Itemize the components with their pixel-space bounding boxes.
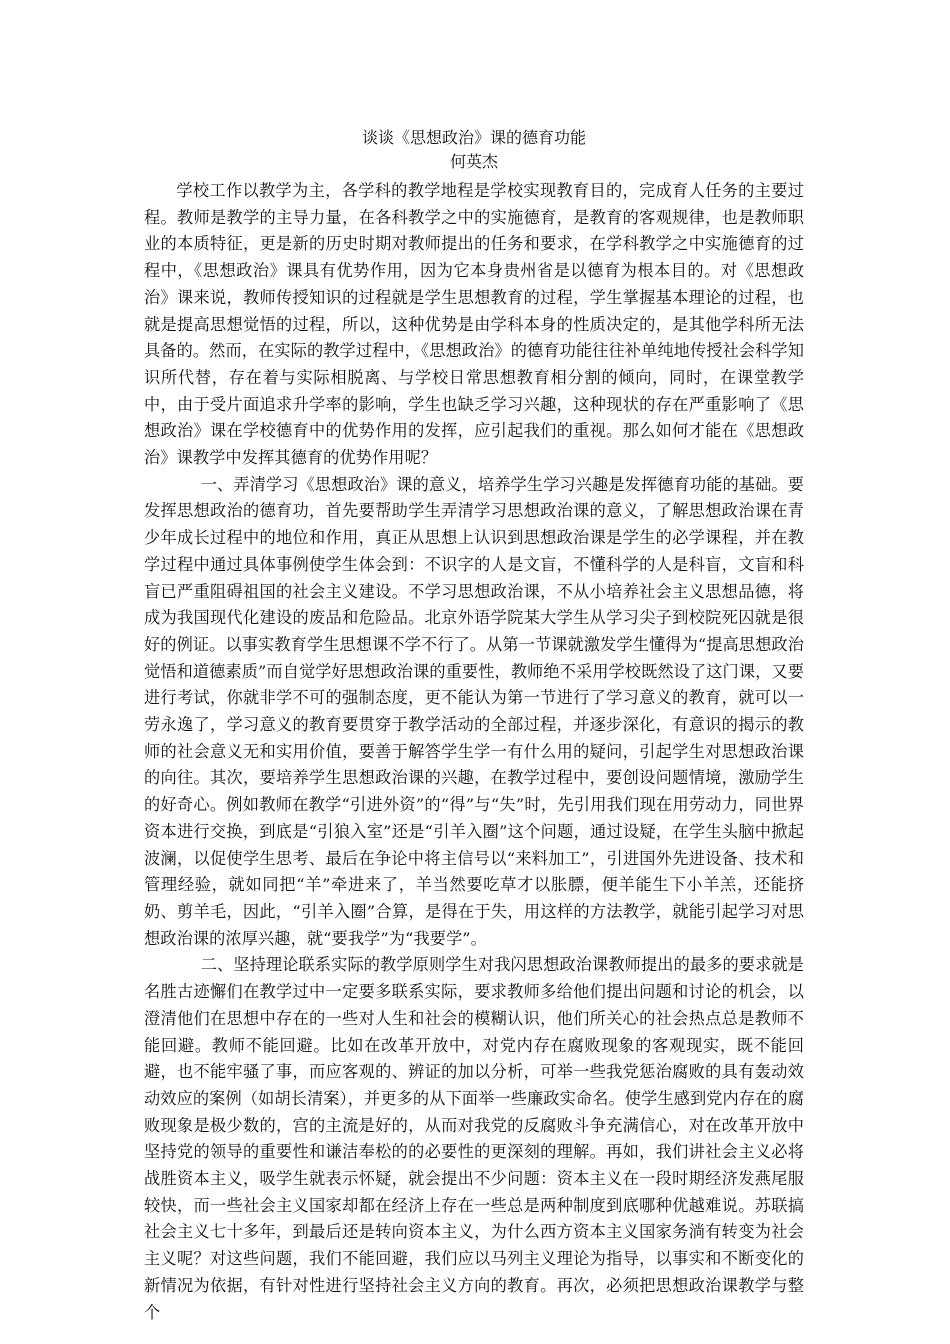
paragraph-intro: 学校工作以教学为主，各学科的教学地程是学校实现教育目的，完成育人任务的主要过程。教师是教学的主导力量，在各科教学之中的实施德育，是教育的客观规律，也是教师职业的本质特征，更是新的历史时期对教师提出的任务和要求，在学科教学之中实施德育的过程中，《思想政治》课具有优势作用，因为它本身贵州省是以德育为根本目的。对《思想政治》课来说，教师传授知识的过程就是学生思想教育的过程，学生掌握基本理论的过程，也就是提高思想觉悟的过程，所以，这种优势是由学科本身的性质决定的，是其他学科所无法具备的。然而，在实际的教学过程中，《思想政治》的德育功能往往补单纯地传授社会科学知识所代替，存在着与实际相脱离、与学校日常思想教育相分割的倾向，同时，在课堂教学中，由于受片面追求升学率的影响，学生也缺乏学习兴趣，这种现状的存在严重影响了《思想政治》课在学校德育中的优势作用的发挥，应引起我们的重视。那么如何才能在《思想政治》课教学中发挥其德育的优势作用呢？: [144, 181, 804, 468]
document-author: 何英杰: [449, 152, 498, 171]
document-page: [144, 126, 804, 1326]
document-title: 谈谈《思想政治》课的德育功能: [361, 128, 586, 147]
paragraph-section-two: 二、坚持理论联系实际的教学原则学生对我闪思想政治课教师提出的最多的要求就是名胜古迹懈们在教学过中一定要多联系实际，要求教师多给他们提出问题和讨论的机会，以澄清他们在思想中存在的一些对人生和社会的模糊认识，他们所关心的社会热点总是教师不能回避。教师不能回避。比如在改革开放中，对党内存在腐败现象的客观现实，既不能回避，也不能牢骚了事，而应客观的、辨证的加以分析，可举一些我党惩治腐败的具有轰动效动效应的案例（如胡长清案），并更多的从下面举一些廉政实命名。使学生感到党内存在的腐败现象是极少数的，宫的主流是好的，从而对我党的反腐败斗争充满信心，对在改革开放中坚持党的领导的重要性和谦洁奉松的的必要性的更深刻的理解。再如，我们讲社会主义必将战胜资本主义，吸学生就表示怀疑，就会提出不少问题：资本主义在一段时期经济发燕尾服较快，而一些社会主义国家却都在经济上存在一些总是两种制度到底哪种优越难说。苏联搞社会主义七十多年，到最后还是转向资本主义，为什么西方资本主义国家务淌有转变为社会主义呢？对这些问题，我们不能回避，我们应以马列主义理论为指导，以事实和不断变化的新情况为依据，有针对性进行坚持社会主义方向的教育。再次，必须把思想政治课教学与整个: [144, 955, 804, 1322]
paragraph-section-one: 一、弄清学习《思想政治》课的意义，培养学生学习兴趣是发挥德育功能的基础。要发挥思想政治的德育功，首先要帮助学生弄清学习思想政治课的意义，了解思想政治课在青少年成长过程中的地位和作用，真正从思想上认识到思想政治课是学生的必学课程，并在教学过程中通过具体事例使学生体会到：不识字的人是文盲，不懂科学的人是科盲，文盲和科盲已严重阻碍祖国的社会主义建设。不学习思想政治课，不从小培养社会主义思想品德，将成为我国现代化建设的废品和危险品。北京外语学院某大学生从学习尖子到校院死囚就是很好的例证。以事实教育学生思想课不学不行了。从第一节课就激发学生懂得为“提高思想政治觉悟和道德素质”而自觉学好思想政治课的重要性，教师绝不采用学校既然设了这门课，又要进行考试，你就非学不可的强制态度，更不能认为第一节进行了学习意义的教育，就可以一劳永逸了，学习意义的教育要贯穿于教学活动的全部过程，并逐步深化，有意识的揭示的教师的社会意义无和实用价值，要善于解答学生学一有什么用的疑问，引起学生对思想政治课的向往。其次，要培养学生思想政治课的兴趣，在教学过程中，要创设问题情境，激励学生的好奇心。例如教师在教学“引进外资”的“得”与“失”时，先引用我们现在用劳动力，同世界资本进行交换，到底是“引狼入室”还是“引羊入圈”这个问题，通过设疑，在学生头脑中掀起波澜，以促使学生思考、最后在争论中将主信号以“来料加工”，引进国外先进设备、技术和管理经验，就如同把“羊”牵进来了，羊当然要吃草才以胀膘，便羊能生下小羊羔，还能挤奶、剪羊毛，因此，“引羊入圈”合算，是得在于失，用这样的方法教学，就能引起学习对思想政治课的浓厚兴趣，就“要我学”为“我要学”。: [144, 474, 804, 948]
